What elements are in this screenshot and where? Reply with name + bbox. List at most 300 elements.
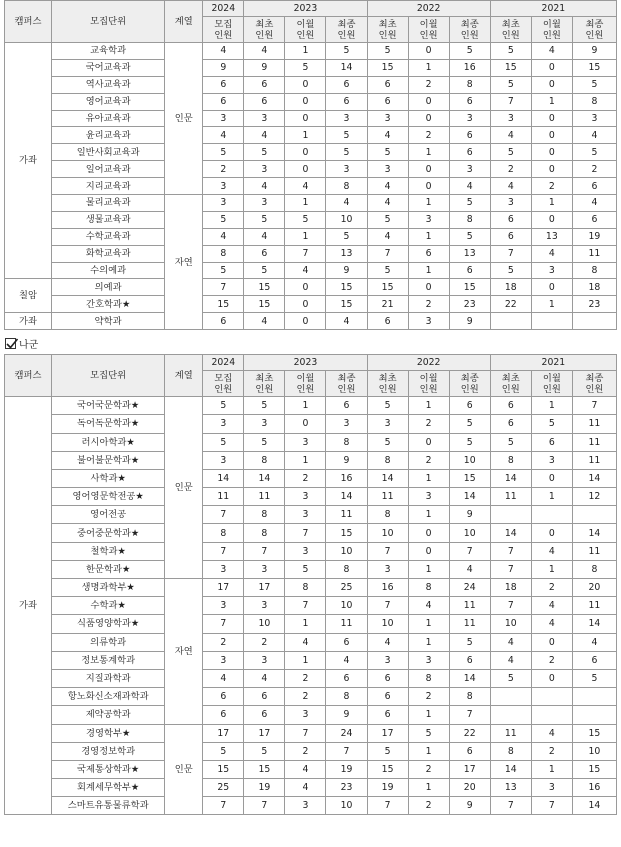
value-cell: 5 <box>449 633 490 651</box>
value-cell: 7 <box>449 706 490 724</box>
value-cell: 14 <box>326 59 367 76</box>
value-cell: 20 <box>449 779 490 797</box>
value-cell: 7 <box>490 797 531 815</box>
value-cell: 4 <box>285 760 326 778</box>
campus-cell: 가좌 <box>5 313 52 330</box>
unit-cell: 한문학과★ <box>52 560 165 578</box>
value-cell <box>490 506 531 524</box>
value-cell: 2 <box>203 161 244 178</box>
table-row <box>5 228 617 245</box>
value-cell: 5 <box>285 560 326 578</box>
value-cell: 7 <box>490 245 531 262</box>
value-cell: 11 <box>572 451 616 469</box>
value-cell: 4 <box>244 669 285 687</box>
value-cell: 2 <box>285 669 326 687</box>
value-cell: 19 <box>572 228 616 245</box>
value-cell: 2 <box>203 633 244 651</box>
value-cell: 0 <box>285 76 326 93</box>
value-cell: 5 <box>285 59 326 76</box>
value-cell: 13 <box>490 779 531 797</box>
value-cell: 15 <box>244 760 285 778</box>
value-cell: 0 <box>531 127 572 144</box>
value-cell: 3 <box>367 110 408 127</box>
campus-cell: 가좌 <box>5 397 52 815</box>
header-sub: 최초 인원 <box>490 17 531 43</box>
value-cell: 10 <box>449 524 490 542</box>
header-sub: 모집 인원 <box>203 17 244 43</box>
value-cell: 1 <box>531 296 572 313</box>
value-cell: 6 <box>244 688 285 706</box>
header-year-2024: 2024 <box>203 355 244 371</box>
table-row <box>5 688 617 706</box>
table-row <box>5 93 617 110</box>
table-row <box>5 161 617 178</box>
value-cell: 16 <box>449 59 490 76</box>
value-cell: 17 <box>203 579 244 597</box>
value-cell: 4 <box>572 127 616 144</box>
value-cell: 0 <box>531 279 572 296</box>
value-cell: 1 <box>531 93 572 110</box>
value-cell: 8 <box>244 524 285 542</box>
value-cell: 4 <box>367 195 408 212</box>
value-cell: 9 <box>203 59 244 76</box>
value-cell: 14 <box>449 669 490 687</box>
value-cell: 5 <box>449 228 490 245</box>
value-cell: 3 <box>408 488 449 506</box>
value-cell: 2 <box>408 760 449 778</box>
value-cell: 7 <box>572 397 616 415</box>
value-cell: 1 <box>408 560 449 578</box>
unit-cell: 불어불문학과★ <box>52 451 165 469</box>
value-cell: 4 <box>244 178 285 195</box>
value-cell: 1 <box>408 633 449 651</box>
value-cell: 5 <box>367 433 408 451</box>
value-cell: 3 <box>285 506 326 524</box>
unit-cell: 회계세무학부★ <box>52 779 165 797</box>
table-2-wrapper <box>0 354 621 815</box>
value-cell: 8 <box>449 76 490 93</box>
value-cell: 20 <box>572 579 616 597</box>
value-cell: 5 <box>203 211 244 228</box>
unit-cell: 지질과학과 <box>52 669 165 687</box>
unit-cell: 항노화신소재과학과 <box>52 688 165 706</box>
value-cell: 5 <box>490 669 531 687</box>
value-cell: 3 <box>244 651 285 669</box>
value-cell: 11 <box>490 724 531 742</box>
header-sub: 이월 인원 <box>408 17 449 43</box>
value-cell: 3 <box>285 706 326 724</box>
table-row <box>5 43 617 60</box>
value-cell: 6 <box>449 651 490 669</box>
table-row <box>5 262 617 279</box>
value-cell: 3 <box>326 110 367 127</box>
section-heading <box>0 330 621 354</box>
value-cell: 24 <box>326 724 367 742</box>
value-cell: 0 <box>408 178 449 195</box>
value-cell: 3 <box>531 262 572 279</box>
value-cell: 11 <box>449 597 490 615</box>
value-cell: 5 <box>490 76 531 93</box>
value-cell: 5 <box>449 195 490 212</box>
table-1-wrapper <box>0 0 621 330</box>
value-cell: 15 <box>449 469 490 487</box>
value-cell: 3 <box>367 415 408 433</box>
value-cell: 18 <box>490 279 531 296</box>
header-sub: 최초 인원 <box>244 17 285 43</box>
value-cell: 16 <box>326 469 367 487</box>
value-cell: 10 <box>490 615 531 633</box>
value-cell: 6 <box>449 127 490 144</box>
value-cell: 8 <box>490 451 531 469</box>
value-cell: 6 <box>408 245 449 262</box>
value-cell <box>531 706 572 724</box>
value-cell <box>531 313 572 330</box>
value-cell: 0 <box>285 93 326 110</box>
value-cell: 3 <box>244 560 285 578</box>
value-cell: 3 <box>285 433 326 451</box>
header-sub: 최초 인원 <box>490 371 531 397</box>
value-cell: 1 <box>408 228 449 245</box>
value-cell: 6 <box>326 633 367 651</box>
value-cell: 7 <box>326 742 367 760</box>
value-cell: 7 <box>490 597 531 615</box>
table-row <box>5 178 617 195</box>
value-cell: 1 <box>285 397 326 415</box>
table-row <box>5 597 617 615</box>
value-cell: 4 <box>367 228 408 245</box>
value-cell: 4 <box>285 262 326 279</box>
value-cell: 6 <box>572 178 616 195</box>
value-cell: 5 <box>326 127 367 144</box>
table-row <box>5 397 617 415</box>
unit-cell: 지리교육과 <box>52 178 165 195</box>
value-cell: 15 <box>203 296 244 313</box>
value-cell: 1 <box>285 651 326 669</box>
value-cell: 7 <box>367 597 408 615</box>
value-cell: 1 <box>408 262 449 279</box>
value-cell <box>572 688 616 706</box>
value-cell: 5 <box>203 262 244 279</box>
value-cell: 8 <box>244 506 285 524</box>
value-cell: 2 <box>408 797 449 815</box>
value-cell <box>572 706 616 724</box>
value-cell: 11 <box>203 488 244 506</box>
value-cell: 4 <box>449 560 490 578</box>
value-cell: 2 <box>285 688 326 706</box>
value-cell: 8 <box>285 579 326 597</box>
value-cell: 14 <box>572 797 616 815</box>
header-sub: 최종 인원 <box>449 371 490 397</box>
value-cell: 10 <box>326 542 367 560</box>
value-cell: 8 <box>326 178 367 195</box>
value-cell: 3 <box>326 415 367 433</box>
value-cell: 2 <box>408 688 449 706</box>
value-cell: 1 <box>285 228 326 245</box>
value-cell: 5 <box>531 415 572 433</box>
header-campus: 캠퍼스 <box>5 1 52 43</box>
value-cell: 0 <box>531 144 572 161</box>
value-cell: 17 <box>244 579 285 597</box>
value-cell: 15 <box>326 524 367 542</box>
table-row <box>5 779 617 797</box>
header-sub: 최종 인원 <box>572 371 616 397</box>
value-cell: 6 <box>203 688 244 706</box>
table-row <box>5 524 617 542</box>
value-cell: 14 <box>367 469 408 487</box>
value-cell: 7 <box>490 542 531 560</box>
table-row <box>5 59 617 76</box>
value-cell: 3 <box>244 161 285 178</box>
table-row <box>5 469 617 487</box>
header-year-2023: 2023 <box>244 355 367 371</box>
value-cell: 2 <box>408 451 449 469</box>
value-cell: 7 <box>285 245 326 262</box>
value-cell: 7 <box>244 797 285 815</box>
header-unit: 모집단위 <box>52 355 165 397</box>
unit-cell: 역사교육과 <box>52 76 165 93</box>
value-cell <box>572 313 616 330</box>
value-cell: 1 <box>408 397 449 415</box>
value-cell: 1 <box>531 560 572 578</box>
value-cell: 11 <box>490 488 531 506</box>
value-cell: 1 <box>408 706 449 724</box>
value-cell: 4 <box>490 127 531 144</box>
value-cell: 6 <box>490 397 531 415</box>
value-cell: 24 <box>449 579 490 597</box>
value-cell: 5 <box>408 724 449 742</box>
value-cell: 17 <box>367 724 408 742</box>
track-cell: 자연 <box>165 579 203 725</box>
unit-cell: 생물교육과 <box>52 211 165 228</box>
value-cell: 25 <box>326 579 367 597</box>
value-cell: 7 <box>285 597 326 615</box>
value-cell <box>531 688 572 706</box>
value-cell: 3 <box>285 488 326 506</box>
value-cell: 2 <box>285 742 326 760</box>
table-row <box>5 506 617 524</box>
value-cell: 3 <box>531 779 572 797</box>
value-cell: 6 <box>244 76 285 93</box>
value-cell: 5 <box>326 144 367 161</box>
unit-cell: 철학과★ <box>52 542 165 560</box>
value-cell: 2 <box>531 178 572 195</box>
value-cell: 1 <box>408 779 449 797</box>
value-cell: 6 <box>203 93 244 110</box>
unit-cell: 러시아학과★ <box>52 433 165 451</box>
value-cell: 10 <box>326 597 367 615</box>
value-cell: 5 <box>490 433 531 451</box>
section-title: 나군 <box>19 339 39 351</box>
value-cell: 11 <box>572 415 616 433</box>
value-cell: 11 <box>326 506 367 524</box>
value-cell <box>572 506 616 524</box>
value-cell: 5 <box>203 397 244 415</box>
value-cell: 5 <box>244 742 285 760</box>
value-cell: 1 <box>408 742 449 760</box>
header-track: 계열 <box>165 1 203 43</box>
value-cell: 3 <box>203 560 244 578</box>
value-cell: 1 <box>531 760 572 778</box>
value-cell: 15 <box>203 760 244 778</box>
value-cell: 6 <box>203 313 244 330</box>
unit-cell: 정보통계학과 <box>52 651 165 669</box>
table-row <box>5 669 617 687</box>
value-cell: 4 <box>449 178 490 195</box>
value-cell: 19 <box>326 760 367 778</box>
value-cell: 1 <box>285 615 326 633</box>
value-cell: 15 <box>490 59 531 76</box>
unit-cell: 물리교육과 <box>52 195 165 212</box>
value-cell: 6 <box>490 415 531 433</box>
value-cell: 9 <box>244 59 285 76</box>
value-cell: 17 <box>244 724 285 742</box>
value-cell: 5 <box>367 144 408 161</box>
value-cell <box>531 506 572 524</box>
value-cell: 3 <box>244 195 285 212</box>
value-cell: 5 <box>572 144 616 161</box>
value-cell: 15 <box>244 296 285 313</box>
value-cell: 3 <box>203 415 244 433</box>
value-cell: 0 <box>531 161 572 178</box>
unit-cell: 사학과★ <box>52 469 165 487</box>
value-cell: 11 <box>572 597 616 615</box>
value-cell: 3 <box>203 651 244 669</box>
value-cell: 8 <box>490 742 531 760</box>
value-cell: 5 <box>449 433 490 451</box>
value-cell: 10 <box>572 742 616 760</box>
header-sub: 최종 인원 <box>572 17 616 43</box>
value-cell: 6 <box>326 669 367 687</box>
value-cell: 23 <box>449 296 490 313</box>
value-cell: 2 <box>531 742 572 760</box>
table-row <box>5 144 617 161</box>
value-cell: 8 <box>244 451 285 469</box>
value-cell: 14 <box>244 469 285 487</box>
value-cell: 6 <box>244 706 285 724</box>
value-cell: 3 <box>572 110 616 127</box>
value-cell: 0 <box>285 415 326 433</box>
header-sub: 모집 인원 <box>203 371 244 397</box>
value-cell: 4 <box>367 633 408 651</box>
value-cell: 0 <box>531 669 572 687</box>
table-row <box>5 560 617 578</box>
value-cell: 11 <box>367 488 408 506</box>
value-cell: 0 <box>285 313 326 330</box>
value-cell: 1 <box>408 506 449 524</box>
value-cell: 14 <box>490 760 531 778</box>
track-cell: 자연 <box>165 195 203 330</box>
table-row <box>5 451 617 469</box>
value-cell: 6 <box>244 245 285 262</box>
value-cell: 3 <box>203 597 244 615</box>
unit-cell: 국어국문학과★ <box>52 397 165 415</box>
value-cell: 6 <box>449 262 490 279</box>
value-cell: 5 <box>367 397 408 415</box>
value-cell: 5 <box>490 144 531 161</box>
header-sub: 이월 인원 <box>531 371 572 397</box>
value-cell: 6 <box>490 228 531 245</box>
value-cell: 14 <box>572 615 616 633</box>
unit-cell: 영어영문학전공★ <box>52 488 165 506</box>
value-cell: 0 <box>531 633 572 651</box>
value-cell: 4 <box>531 245 572 262</box>
value-cell: 9 <box>572 43 616 60</box>
value-cell: 23 <box>572 296 616 313</box>
value-cell: 16 <box>367 579 408 597</box>
value-cell: 0 <box>408 542 449 560</box>
table-row <box>5 542 617 560</box>
campus-cell: 칠암 <box>5 279 52 313</box>
value-cell: 0 <box>531 76 572 93</box>
value-cell: 2 <box>531 651 572 669</box>
table-row <box>5 195 617 212</box>
value-cell: 7 <box>244 542 285 560</box>
value-cell: 10 <box>367 615 408 633</box>
unit-cell: 일어교육과 <box>52 161 165 178</box>
value-cell: 9 <box>326 451 367 469</box>
value-cell: 6 <box>326 397 367 415</box>
value-cell: 4 <box>531 43 572 60</box>
header-sub: 이월 인원 <box>285 371 326 397</box>
value-cell: 7 <box>203 797 244 815</box>
value-cell: 8 <box>449 688 490 706</box>
unit-cell: 수학과★ <box>52 597 165 615</box>
value-cell: 1 <box>285 195 326 212</box>
table-row <box>5 110 617 127</box>
table-row <box>5 279 617 296</box>
value-cell: 4 <box>531 615 572 633</box>
value-cell: 15 <box>572 760 616 778</box>
value-cell: 9 <box>326 262 367 279</box>
value-cell: 4 <box>531 597 572 615</box>
value-cell: 10 <box>326 797 367 815</box>
value-cell: 8 <box>572 93 616 110</box>
value-cell: 8 <box>326 560 367 578</box>
value-cell: 5 <box>449 43 490 60</box>
header-year-2021: 2021 <box>490 1 616 17</box>
header-sub: 이월 인원 <box>285 17 326 43</box>
value-cell: 5 <box>572 669 616 687</box>
table-row <box>5 313 617 330</box>
value-cell: 4 <box>326 313 367 330</box>
value-cell: 3 <box>367 161 408 178</box>
unit-cell: 의류학과 <box>52 633 165 651</box>
value-cell: 1 <box>408 615 449 633</box>
value-cell: 9 <box>449 506 490 524</box>
value-cell: 4 <box>490 651 531 669</box>
header-sub: 이월 인원 <box>408 371 449 397</box>
value-cell: 4 <box>367 127 408 144</box>
header-sub: 최초 인원 <box>244 371 285 397</box>
value-cell: 8 <box>326 688 367 706</box>
value-cell: 7 <box>531 797 572 815</box>
value-cell: 3 <box>244 415 285 433</box>
value-cell: 1 <box>531 195 572 212</box>
value-cell: 3 <box>408 211 449 228</box>
value-cell: 3 <box>244 597 285 615</box>
track-cell: 인문 <box>165 43 203 195</box>
value-cell: 0 <box>531 211 572 228</box>
value-cell: 22 <box>490 296 531 313</box>
value-cell: 11 <box>572 542 616 560</box>
table-row <box>5 724 617 742</box>
unit-cell: 수학교육과 <box>52 228 165 245</box>
value-cell: 14 <box>203 469 244 487</box>
unit-cell: 윤리교육과 <box>52 127 165 144</box>
value-cell: 3 <box>326 161 367 178</box>
value-cell: 6 <box>490 211 531 228</box>
value-cell: 14 <box>449 488 490 506</box>
